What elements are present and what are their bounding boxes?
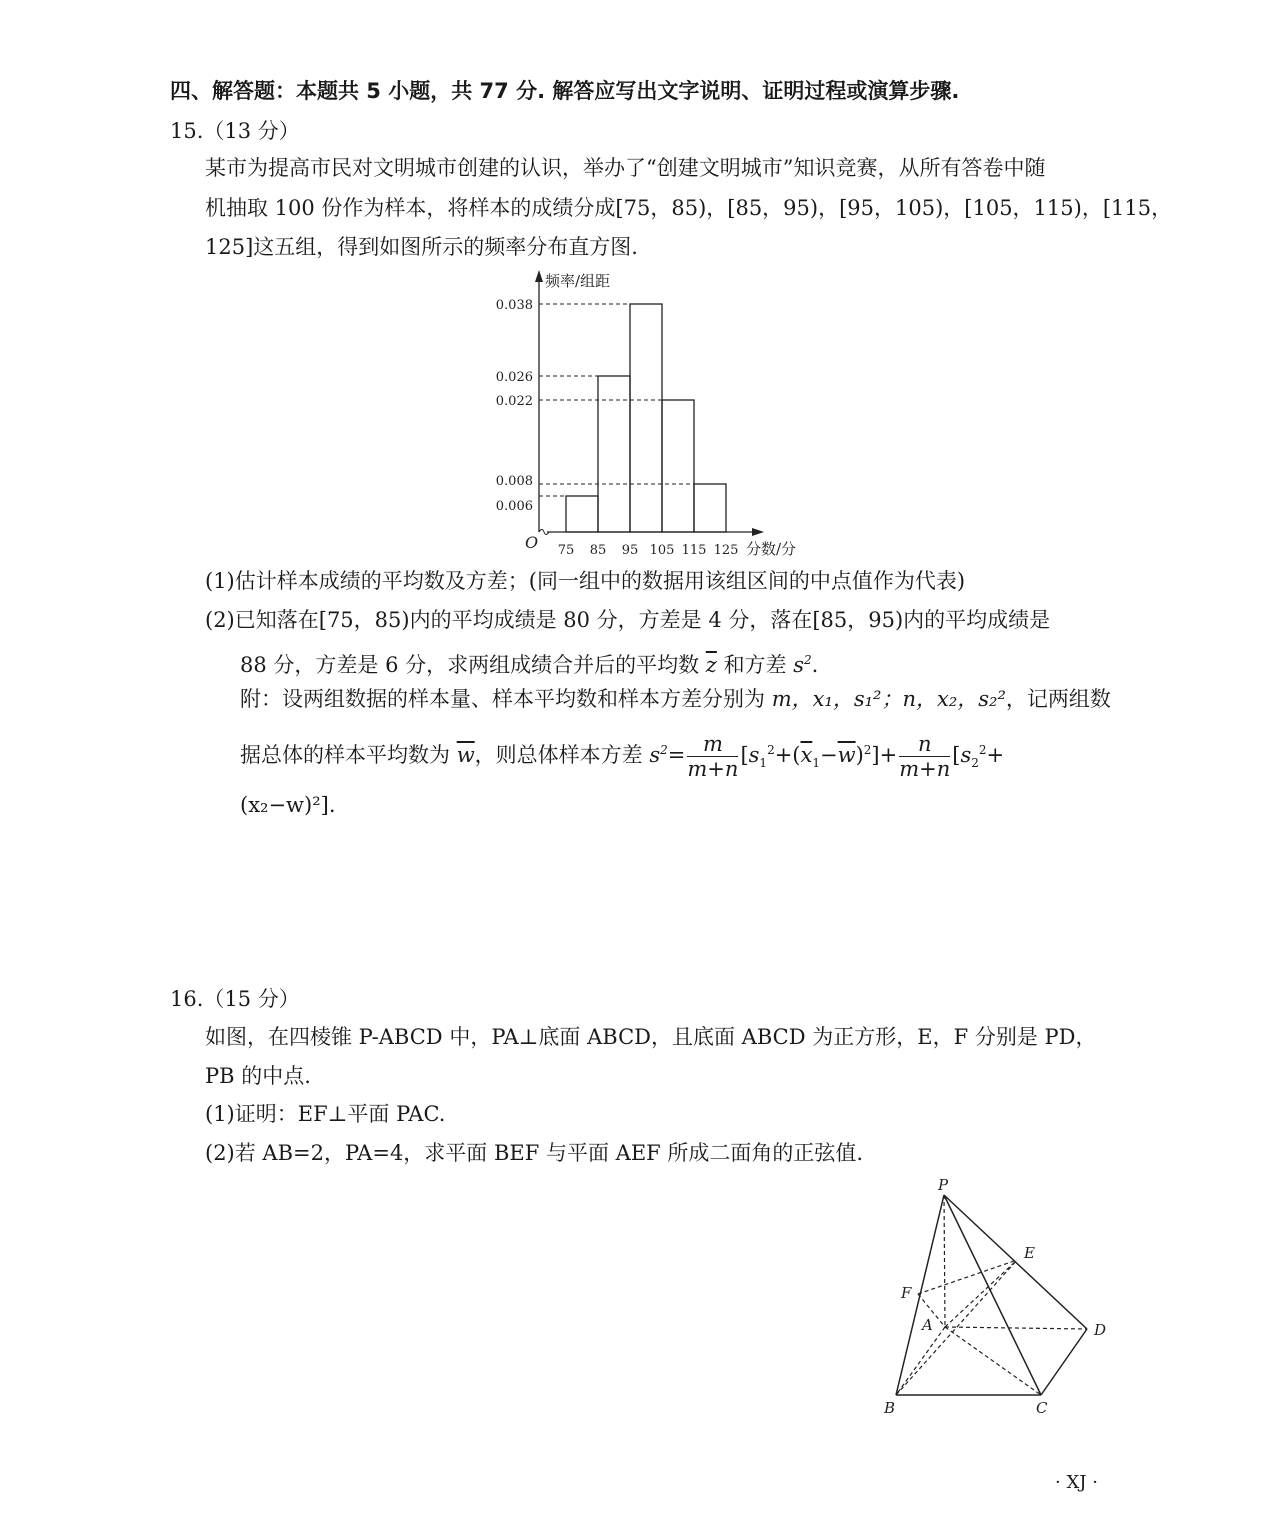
question-15-part-2-line-2: 88 分，方差是 6 分，求两组成绩合并后的平均数 $\overline{z}$ 和方差 $s^2$. — [240, 653, 819, 677]
note-text-b: ，记两组数 — [1005, 687, 1111, 711]
x-tick-label: 125 — [713, 543, 739, 558]
y-axis-arrow — [535, 270, 543, 282]
question-15-stem-line-2: 机抽取 100 份作为样本，将样本的成绩分成[75，85)，[85，95)，[95，105)，[105，115)，[115， — [205, 196, 1173, 220]
y-tick-label: 0.026 — [495, 370, 533, 385]
y-tick-label: 0.006 — [495, 499, 533, 514]
part2-text-b: 和方差 — [723, 653, 787, 677]
x-tick-label: 105 — [649, 543, 675, 558]
question-16-stem-line-1: 如图，在四棱锥 P-ABCD 中，PA⊥底面 ABCD，且底面 ABCD 为正方形，E，F 分别是 PD， — [205, 1025, 1097, 1049]
edge-PC — [944, 1195, 1041, 1395]
note-text-a: 附：设两组数据的样本量、样本平均数和样本方差分别为 — [240, 687, 765, 711]
edge-CD — [1041, 1329, 1087, 1395]
fraction-m: $\frac{m}{m+n}$ — [687, 732, 739, 781]
y-tick-label: 0.008 — [495, 474, 533, 489]
fraction-n: $\frac{n}{m+n}$ — [899, 732, 951, 781]
note-line-3: (x₂−w)²]. — [240, 793, 336, 817]
label-C: C — [1036, 1399, 1048, 1417]
label-B: B — [884, 1399, 896, 1417]
note-line2-text-a: 据总体的样本平均数为 — [240, 743, 450, 767]
question-16-stem-line-2: PB 的中点. — [205, 1064, 311, 1088]
section-heading: 四、解答题：本题共 5 小题，共 77 分. 解答应写出文字说明、证明过程或演算步骤. — [170, 79, 960, 103]
hidden-edges — [896, 1195, 1087, 1395]
question-15-part-1: (1)估计样本成绩的平均数及方差；(同一组中的数据用该组区间的中点值作为代表) — [205, 569, 966, 593]
note-line2-text-b: ，则总体样本方差 — [474, 743, 643, 767]
bar-[75,85) — [566, 496, 598, 532]
question-15-stem-line-3: 125]这五组，得到如图所示的频率分布直方图. — [205, 235, 638, 259]
edge-BE — [896, 1260, 1017, 1395]
question-15-part-2-line-1: (2)已知落在[75，85)内的平均成绩是 80 分，方差是 4 分，落在[85，95)内的平均成绩是 — [205, 608, 1051, 632]
x-axis-label: 分数/分 — [746, 540, 797, 558]
y-tick-label: 0.038 — [495, 298, 533, 313]
x-tick-label: 85 — [589, 543, 607, 558]
edge-AC — [945, 1327, 1041, 1395]
frequency-histogram — [460, 262, 840, 562]
bar-[115,125] — [694, 484, 726, 532]
question-15-stem-line-1: 某市为提高市民对文明城市创建的认识，举办了“创建文明城市”知识竞赛，从所有答卷中随 — [205, 156, 1046, 180]
x-axis-arrow — [752, 528, 764, 536]
edge-AB — [896, 1327, 945, 1395]
label-D: D — [1094, 1321, 1107, 1339]
label-F: F — [901, 1284, 912, 1302]
label-P: P — [938, 1176, 949, 1194]
x-tick-label: 75 — [557, 543, 575, 558]
y-tick-label: 0.022 — [495, 394, 533, 409]
question-16-part-2: (2)若 AB=2，PA=4，求平面 BEF 与平面 AEF 所成二面角的正弦值. — [205, 1141, 864, 1165]
z-bar: $\overline{z}$ — [705, 653, 717, 677]
question-16-part-1: (1)证明：EF⊥平面 PAC. — [205, 1102, 446, 1126]
pyramid-diagram — [870, 1170, 1120, 1420]
note-vars: m，x₁，s₁²；n，x₂，s₂² — [771, 687, 1006, 711]
label-A: A — [922, 1316, 933, 1334]
page-footer: · XJ · — [1055, 1472, 1098, 1493]
y-axis-label: 频率/组距 — [545, 272, 611, 290]
edge-PA — [944, 1195, 945, 1327]
w-bar: $\overline{w}$ — [456, 743, 475, 767]
origin-label: O — [525, 533, 539, 552]
bar-[105,115) — [662, 400, 694, 532]
question-16-number: 16.（15 分） — [170, 987, 300, 1011]
s-squared: $s^2$ — [793, 653, 812, 677]
note-line-2: 据总体的样本平均数为 $\overline{w}$，则总体样本方差 $s^2=$ $\frac{m}{m+n}$ $[s_1^2+(\overline{x}_1-\overline{w})^2]+$ $\frac{n}{m+n}$ [$s_2^2+$ — [240, 732, 1005, 781]
bar-[85,95) — [598, 376, 630, 532]
question-15-number: 15.（13 分） — [170, 119, 300, 143]
label-E: E — [1024, 1244, 1035, 1262]
note-line-1 — [240, 684, 1111, 714]
x-tick-label: 115 — [681, 543, 707, 558]
x-tick-label: 95 — [621, 543, 639, 558]
edge-AD — [945, 1327, 1087, 1329]
edge-EF — [918, 1260, 1017, 1294]
part2-text-a: 88 分，方差是 6 分，求两组成绩合并后的平均数 — [240, 653, 700, 677]
bar-[95,105) — [630, 304, 662, 532]
solid-edges — [896, 1195, 1087, 1395]
